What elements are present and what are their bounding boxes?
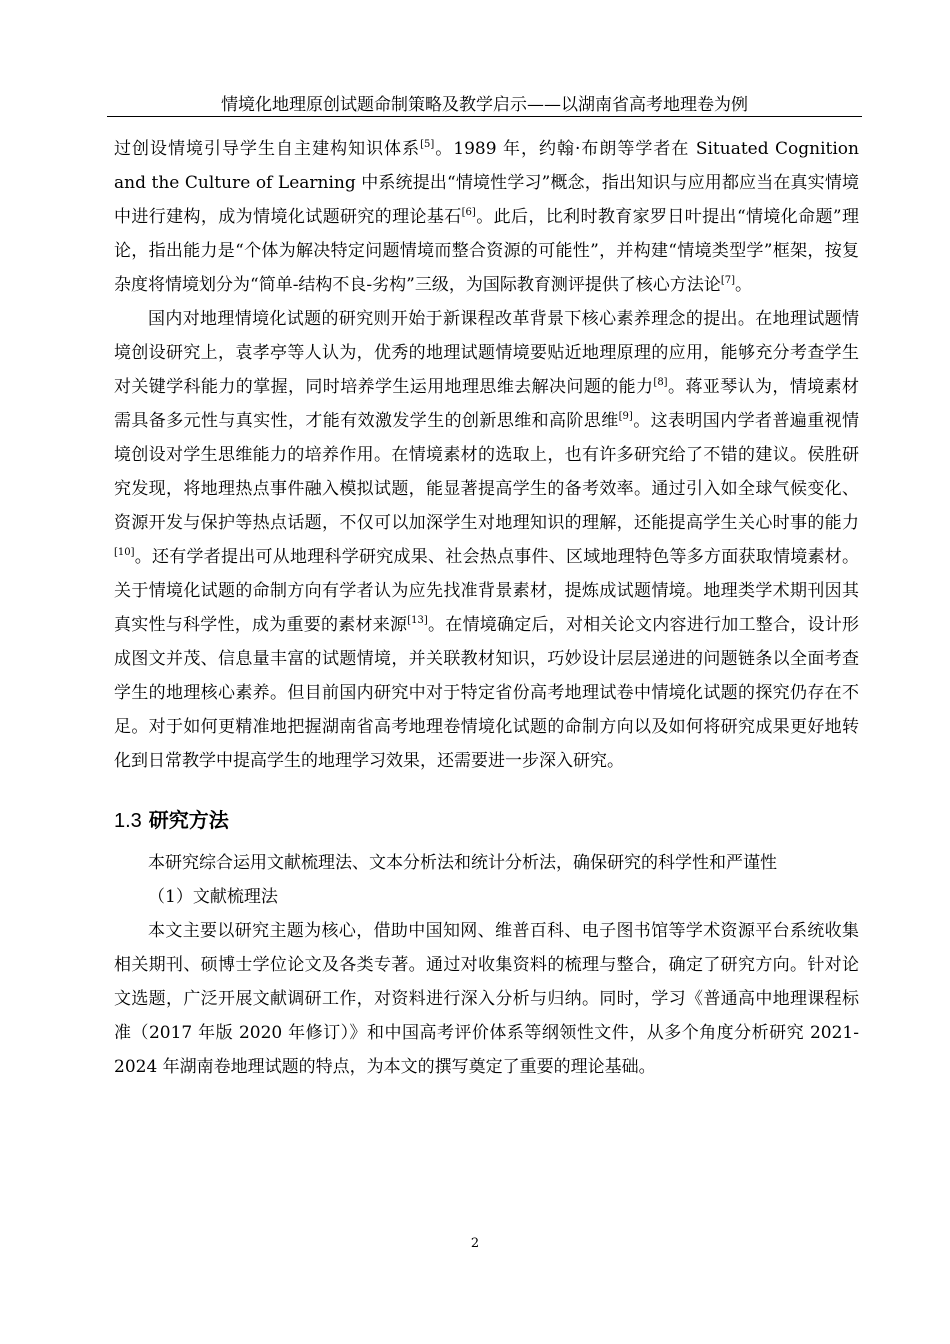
citation-13: [13]	[407, 615, 428, 626]
paragraph-2-text-d: 。还有学者提出可从地理科学研究成果、社会热点事件、区域地理特色等多方面获取情境素材。关于情境化试题的命制方向有学者认为应先找准背景素材，提炼成试题情境。地理类学术期刊因其真实性与科学性，成为重要的素材来源	[114, 547, 859, 635]
citation-5: [5]	[420, 139, 435, 150]
citation-10: [10]	[114, 547, 135, 558]
subheading-literature-review: （1）文献梳理法	[148, 887, 278, 907]
citation-6: [6]	[461, 207, 476, 218]
header-divider	[107, 116, 862, 117]
citation-9: [9]	[618, 411, 633, 422]
section-title: 研究方法	[148, 808, 229, 832]
section-heading	[114, 803, 859, 838]
paragraph-2-text-a: 国内对地理情境化试题的研究则开始于新课程改革背景下核心素养理念的提出。在地理试题情境创设研究上，袁孝亭等人认为，优秀的地理试题情境要贴近地理原理的应用，能够充分考查学生对关键学科能力的掌握，同时培养学生运用地理思维去解决问题的能力	[114, 309, 859, 397]
paragraph-1-text-d: 。	[735, 275, 753, 295]
section-number: 1.3	[114, 810, 142, 832]
paragraph-5: 本文主要以研究主题为核心，借助中国知网、维普百科、电子图书馆等学术资源平台系统收集相关期刊、硕博士学位论文及各类专著。通过对收集资料的梳理与整合，确定了研究方向。针对论文选题，广泛开展文献调研工作，对资料进行深入分析与归纳。同时，学习《普通高中地理课程标准（2017 年版 2020 年修订）》和中国高考评价体系等纲领性文件，从多个角度分析研究 2021-2024 年湖南卷地理试题的特点，为本文的撰写奠定了重要的理论基础。	[114, 921, 859, 1077]
page-number: 2	[470, 1236, 480, 1251]
paragraph-3: 本研究综合运用文献梳理法、文本分析法和统计分析法，确保研究的科学性和严谨性	[148, 853, 777, 873]
paragraph-1	[114, 132, 859, 302]
paragraph-1-text-b: 。1989 年，约翰·布朗等学者在 Situated Cognition and the Culture of Learning 中系统提出“情境性学习”概念，指出知识与应用都应当在真实情境中进行建构，成为情境化试题研究的理论基石	[114, 139, 859, 227]
paragraph-1-text-a: 过创设情境引导学生自主建构知识体系	[114, 139, 421, 159]
body-text	[114, 132, 859, 1084]
paragraph-2-text-b: 。蒋亚琴认为，情境素材需具备多元性与真实性，才能有效激发学生的创新思维和高阶思维	[114, 377, 860, 431]
citation-8: [8]	[653, 377, 668, 388]
paragraph-2-text-c: 。这表明国内学者普遍重视情境创设对学生思维能力的培养作用。在情境素材的选取上，也有许多研究给了不错的建议。侯胜研究发现，将地理热点事件融入模拟试题，能显著提高学生的备考效率。通过引入如全球气候变化、资源开发与保护等热点话题，不仅可以加深学生对地理知识的理解，还能提高学生关心时事的能力	[114, 411, 860, 533]
citation-7: [7]	[720, 275, 736, 286]
paragraph-2	[114, 302, 859, 778]
paragraph-1-text-c: 。此后，比利时教育家罗日叶提出“情境化命题”理论，指出能力是“个体为解决特定问题情境而整合资源的可能性”，并构建“情境类型学”框架，按复杂度将情境划分为“简单-结构不良-劣构”三级，为国际教育测评提供了核心方法论	[114, 207, 860, 295]
paragraph-2-text-e: 。在情境确定后，对相关论文内容进行加工整合，设计形成图文并茂、信息量丰富的试题情境，并关联教材知识，巧妙设计层层递进的问题链条以全面考查学生的地理核心素养。但目前国内研究中对于特定省份高考地理试卷中情境化试题的探究仍存在不足。对于如何更精准地把握湖南省高考地理卷情境化试题的命制方向以及如何将研究成果更好地转化到日常教学中提高学生的地理学习效果，还需要进一步深入研究。	[114, 615, 860, 771]
running-header-title: 情境化地理原创试题命制策略及教学启示——以湖南省高考地理卷为例	[221, 95, 748, 115]
